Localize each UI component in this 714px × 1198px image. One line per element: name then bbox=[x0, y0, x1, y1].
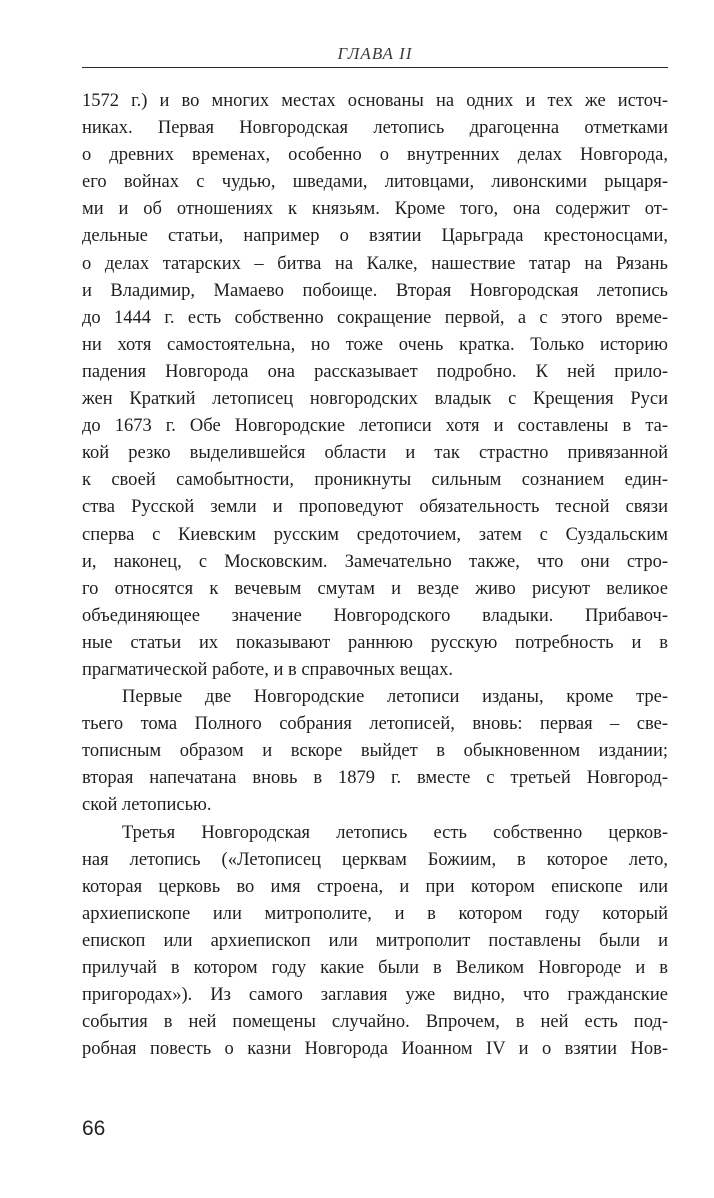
text-line: тописным образом и вскоре выйдет в обыкновенном издании; bbox=[82, 741, 668, 762]
page-number: 66 bbox=[82, 1117, 106, 1140]
text-line: кой резко выделившейся области и так страстно привязанной bbox=[82, 443, 668, 464]
text-line: падения Новгорода она рассказывает подробно. К ней прило- bbox=[82, 361, 668, 382]
text-line: ные статьи их показывают раннюю русскую потребность и в bbox=[82, 632, 668, 653]
text-line: ства Русской земли и проповедуют обязательность тесной связи bbox=[82, 497, 668, 518]
text-line: прилучай в котором году какие были в Великом Новгороде и в bbox=[82, 958, 668, 978]
text-line: вторая напечатана вновь в 1879 г. вместе с третьей Новгород- bbox=[82, 768, 668, 789]
text-line: о делах татарских – битва на Калке, нашествие татар на Рязань bbox=[82, 253, 668, 274]
text-line: сперва с Киевским русским средоточием, затем с Суздальским bbox=[82, 524, 668, 545]
text-line: объединяющее значение Новгородского владыки. Прибавоч- bbox=[82, 605, 668, 626]
text-line: прагматической работе, и в справочных вещах. bbox=[82, 659, 453, 680]
text-line: го относятся к вечевым смутам и везде живо рисуют великое bbox=[82, 578, 668, 599]
text-line: и Владимир, Мамаево побоище. Вторая Новгородская летопись bbox=[82, 280, 668, 301]
text-line: никах. Первая Новгородская летопись драгоценна отметками bbox=[82, 118, 668, 139]
text-line: о древних временах, особенно о внутренних делах Новгорода, bbox=[82, 145, 668, 166]
text-line: его войнах с чудью, шведами, литовцами, ливонскими рыцаря- bbox=[82, 172, 668, 193]
text-line: пригородах»). Из самого заглавия уже видно, что гражданские bbox=[82, 985, 668, 1006]
text-line: 1572 г.) и во многих местах основаны на одних и тех же источ- bbox=[82, 91, 668, 111]
running-header: ГЛАВА II bbox=[337, 44, 413, 63]
text-line: жен Краткий летописец новгородских владык с Крещения Руси bbox=[82, 389, 668, 410]
text-line: до 1673 г. Обе Новгородские летописи хотя и составлены в та- bbox=[82, 416, 668, 437]
text-line: и, наконец, с Московским. Замечательно также, что они стро- bbox=[82, 551, 668, 572]
text-line: ми и об отношениях к князьям. Кроме того, она содержит от- bbox=[82, 199, 668, 220]
text-line: ни хотя самостоятельна, но тоже очень кратка. Только историю bbox=[82, 334, 668, 355]
text-line: робная повесть о казни Новгорода Иоанном IV и о взятии Нов- bbox=[82, 1039, 668, 1060]
header-rule bbox=[82, 67, 668, 68]
text-line: ской летописью. bbox=[82, 795, 212, 816]
text-line: архиепископе или митрополите, и в котором году который bbox=[82, 903, 668, 924]
text-line: епископ или архиепископ или митрополит поставлены были и bbox=[82, 930, 668, 951]
text-line: дельные статьи, например о взятии Царьграда крестоносцами, bbox=[82, 226, 668, 247]
body-text bbox=[82, 88, 668, 1063]
text-line: Третья Новгородская летопись есть собственно церков- bbox=[122, 822, 668, 843]
text-line: ная летопись («Летописец церквам Божиим, в которое лето, bbox=[82, 849, 668, 870]
text-line: тьего тома Полного собрания летописей, вновь: первая – све- bbox=[82, 714, 668, 735]
text-line: события в ней помещены случайно. Впрочем, в ней есть под- bbox=[82, 1012, 668, 1033]
text-line: к своей самобытности, проникнуты сильным сознанием един- bbox=[82, 470, 668, 491]
text-line: которая церковь во имя строена, и при котором епископе или bbox=[82, 876, 668, 897]
text-line: до 1444 г. есть собственно сокращение первой, а с этого време- bbox=[82, 307, 668, 328]
text-line: Первые две Новгородские летописи изданы, кроме тре- bbox=[122, 687, 668, 708]
